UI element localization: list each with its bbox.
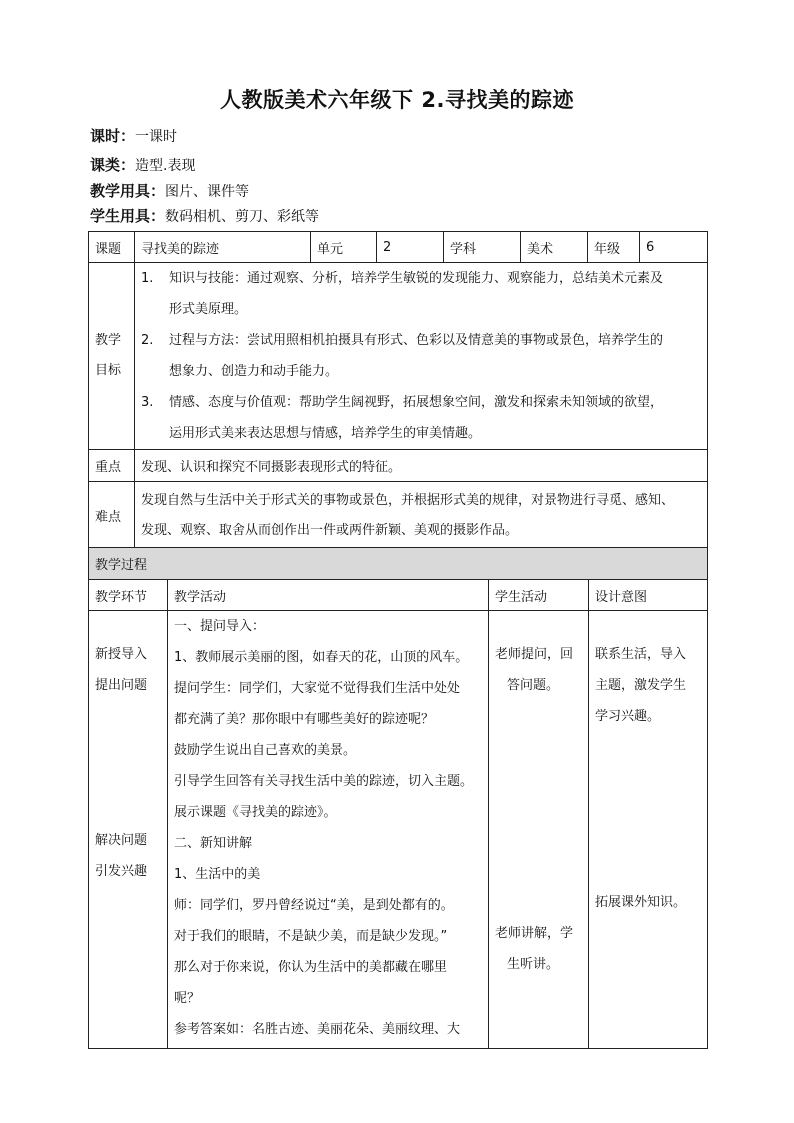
activity-line: 呢？ — [174, 991, 201, 1006]
goal-item — [139, 263, 701, 294]
grade-value: 6 — [640, 232, 708, 263]
stage-text: 引发兴趣 — [95, 864, 148, 879]
subject-label: 学科 — [444, 232, 521, 263]
subject-value: 美术 — [521, 232, 588, 263]
activity-line: 展示课题《寻找美的踪迹》。 — [174, 805, 337, 820]
difficulty-line: 发现自然与生活中关于形式关的事物或景色，并根据形式美的规律，对景物进行寻觅、感知、 — [141, 492, 675, 508]
meta-student-tools — [90, 206, 319, 227]
goals-label-line2: 目标 — [95, 363, 122, 378]
goal-text: 知识与技能：通过观察、分析，培养学生敏锐的发现能力、观察能力，总结美术元素及 — [169, 271, 664, 286]
activity-line: 鼓励学生说出自己喜欢的美景。 — [174, 743, 357, 758]
header-student: 学生活动 — [489, 580, 589, 611]
goals-list — [139, 263, 701, 449]
student-tools-value: 数码相机、剪刀、彩纸等 — [165, 209, 320, 225]
goal-item — [139, 387, 701, 418]
goal-item-cont — [139, 356, 701, 387]
goal-item-cont — [139, 418, 701, 449]
activity-line: 1、教师展示美丽的图，如春天的花，山顶的风车。 — [174, 650, 469, 665]
intent-text: 联系生活，导入 — [595, 647, 687, 662]
goal-text: 运用形式美来表达思想与情感，培养学生的审美情趣。 — [169, 426, 482, 441]
activity-column — [168, 611, 489, 1049]
activity-line: 对于我们的眼睛，不是缺少美，而是缺少发现。” — [174, 929, 448, 944]
grade-label: 年级 — [588, 232, 640, 263]
student-text: 生听讲。 — [507, 957, 560, 972]
stage-text: 解决问题 — [95, 833, 148, 848]
key-label: 重点 — [89, 450, 135, 482]
goal-number: 2. — [141, 333, 154, 348]
goals-label-line1: 教学 — [95, 333, 122, 348]
activity-line: 二、新知讲解 — [174, 836, 253, 851]
header-intent: 设计意图 — [589, 580, 708, 611]
duration-label: 课时： — [90, 127, 136, 145]
unit-value: 2 — [377, 232, 444, 263]
goal-item — [139, 325, 701, 356]
process-table — [88, 547, 708, 1049]
teacher-tools-value: 图片、课件等 — [165, 184, 250, 200]
activity-line: 1、生活中的美 — [174, 867, 261, 882]
goal-text: 情感、态度与价值观：帮助学生阔视野，拓展想象空间，激发和探索未知领域的欲望， — [169, 395, 664, 410]
type-value: 造型.表现 — [135, 158, 196, 174]
intent-text: 学习兴趣。 — [595, 709, 661, 724]
meta-type — [90, 155, 195, 176]
info-table — [88, 231, 708, 550]
activity-line: 那么对于你来说，你认为生活中的美都藏在哪里 — [174, 960, 448, 975]
teacher-tools-label: 教学用具： — [90, 182, 166, 200]
meta-duration — [90, 126, 177, 147]
unit-label: 单元 — [311, 232, 377, 263]
activity-line: 都充满了美？那你眼中有哪些美好的踪迹呢？ — [174, 712, 435, 727]
goal-item-cont — [139, 294, 701, 325]
student-text: 答问题。 — [507, 678, 560, 693]
document-title: 人教版美术六年级下 2.寻找美的踪迹 — [220, 88, 574, 112]
difficulty-line: 发现、观察、取舍从而创作出一件或两件新颖、美观的摄影作品。 — [141, 522, 519, 538]
intent-text: 主题，激发学生 — [595, 678, 687, 693]
topic-label: 课题 — [89, 232, 135, 263]
stage-text: 新授导入 — [95, 647, 148, 662]
stage-column — [89, 611, 168, 1049]
difficulty-label: 难点 — [89, 482, 135, 550]
stage-text: 提出问题 — [95, 678, 148, 693]
goal-text: 形式美原理。 — [169, 302, 248, 317]
intent-column — [589, 611, 708, 1049]
activity-line: 引导学生回答有关寻找生活中美的踪迹，切入主题。 — [174, 774, 474, 789]
intent-text: 拓展课外知识。 — [595, 895, 687, 910]
activity-line: 一、提问导入： — [174, 619, 266, 634]
header-stage: 教学环节 — [89, 580, 168, 611]
type-label: 课类： — [90, 156, 136, 174]
goal-text: 过程与方法：尝试用照相机拍摄具有形式、色彩以及情意美的事物或景色，培养学生的 — [169, 333, 664, 348]
student-text: 老师讲解，学 — [495, 926, 574, 941]
student-text: 老师提问，回 — [495, 647, 574, 662]
difficulty-value — [135, 482, 708, 550]
meta-teacher-tools — [90, 181, 249, 202]
topic-value: 寻找美的踪迹 — [135, 232, 311, 263]
goal-number: 1. — [141, 271, 154, 286]
student-column — [489, 611, 589, 1049]
activity-line: 提问学生：同学们，大家觉不觉得我们生活中处处 — [174, 681, 461, 696]
goal-text: 想象力、创造力和动手能力。 — [169, 364, 339, 379]
activity-line: 参考答案如：名胜古迹、美丽花朵、美丽纹理、大 — [174, 1022, 461, 1037]
key-value: 发现、认识和探究不同摄影表现形式的特征。 — [135, 450, 708, 482]
header-activity: 教学活动 — [168, 580, 489, 611]
goals-label — [89, 263, 135, 450]
duration-value: 一课时 — [135, 129, 178, 145]
goals-cell — [135, 263, 708, 450]
student-tools-label: 学生用具： — [90, 207, 166, 225]
activity-line: 师：同学们，罗丹曾经说过“美，是到处都有的。 — [174, 898, 454, 913]
goal-number: 3. — [141, 395, 154, 410]
process-section-title: 教学过程 — [89, 548, 708, 580]
